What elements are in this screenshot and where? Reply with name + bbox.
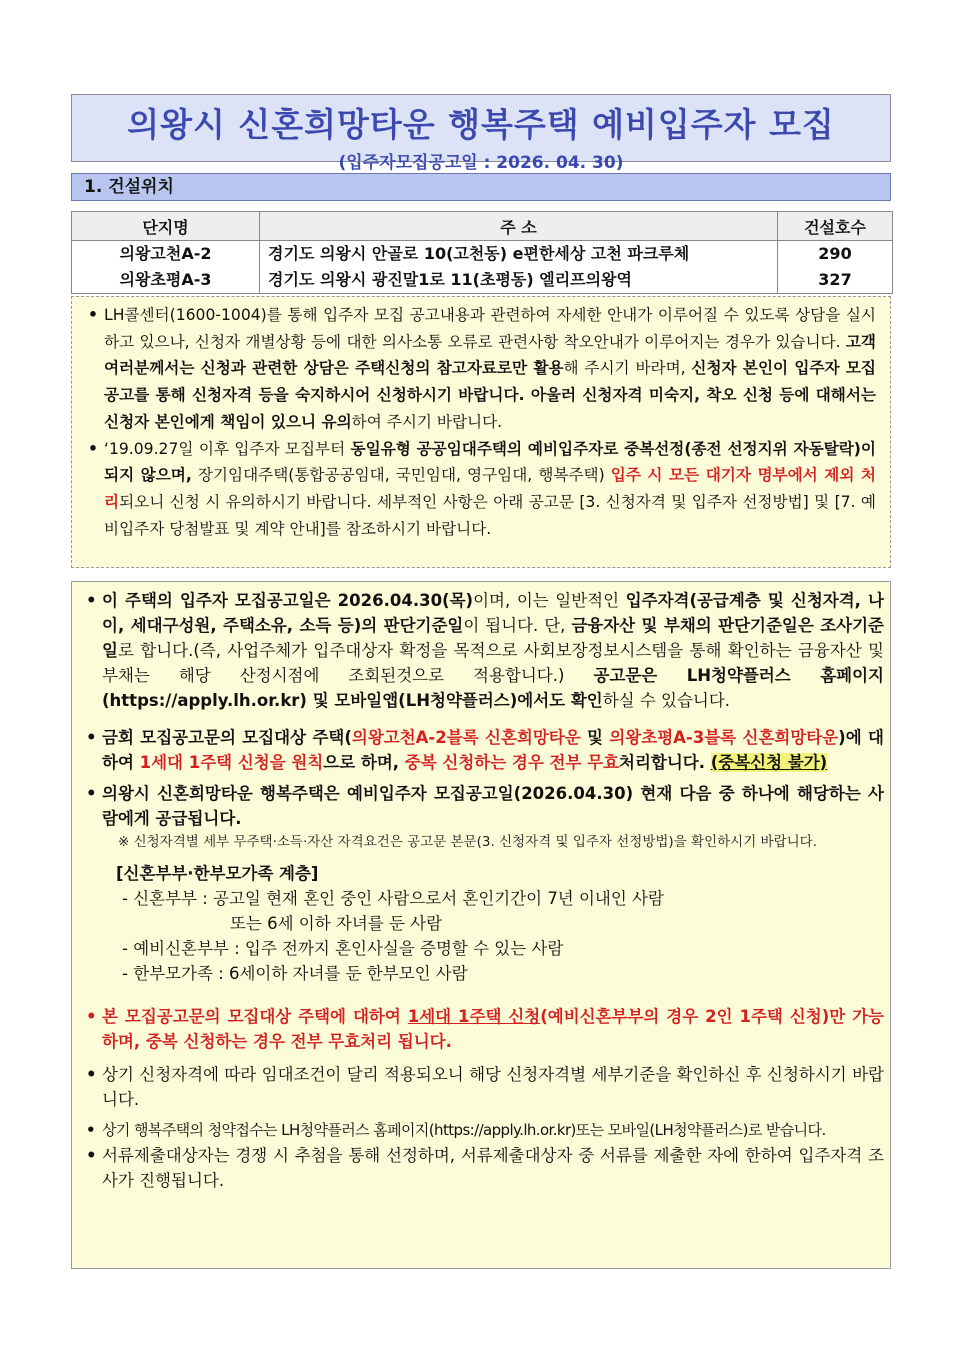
red-bold-text: 본 모집공고문의 모집대상 주택에 대하여 bbox=[102, 1007, 408, 1026]
bold-text: 신청자 본인이 입주자 모집공고를 통해 신청자격 등을 숙지하시어 신청하시기 바랍니다. 아울러 신청자격 미숙지, 착오 신청 등에 대해서는 신청자 본인에게 책임이 있으니 유의 bbox=[104, 359, 876, 431]
red-bold-text: 입주 시 모든 대기자 명부에서 제외 처리 bbox=[104, 466, 876, 511]
text-span: 장기임대주택(통합공공임대, 국민임대, 영구임대, 행복주택) bbox=[191, 466, 611, 485]
text-span: 되오니 신청 시 유의하시기 바랍니다. 세부적인 사항은 아래 공고문 [3. 신청자격 및 입주자 선정방법] 및 [7. 예비입주자 당첨발표 및 계약 안내]를 참조하시기 바랍니다. bbox=[104, 492, 876, 538]
text-span: 로 합니다.(즉, 사업주체가 입주대상자 확정을 목적으로 사회보장정보시스템을 통해 확인하는 금융자산 및 부채는 해당 산정시점에 조회된것으로 적용합니다.) bbox=[102, 641, 884, 685]
column-header: 건설호수 bbox=[778, 212, 893, 241]
bold-text: 으로 하며, bbox=[323, 753, 405, 772]
bold-text: 고객 여러분께서는 신청과 관련한 상담은 주택신청의 참고자료로만 활용 bbox=[104, 332, 876, 378]
complex-address: 경기도 의왕시 안골로 10(고천동) e편한세상 고천 파크루체 bbox=[260, 241, 778, 268]
page-title: 의왕시 신혼희망타운 행복주택 예비입주자 모집 bbox=[127, 105, 835, 144]
notice-bullet: • 상기 신청자격에 따라 임대조건이 달리 적용되오니 해당 신청자격별 세부기준을 확인하신 후 신청하시기 바랍니다. bbox=[84, 1062, 884, 1112]
table-row bbox=[72, 267, 893, 294]
text-span: ‘19.09.27일 이후 입주자 모집부터 bbox=[104, 439, 351, 458]
notice-bullet: • 의왕시 신혼희망타운 행복주택은 예비입주자 모집공고일(2026.04.30) 현재 다음 중 하나에 해당하는 사람에게 공급됩니다. bbox=[84, 781, 884, 831]
bold-text: 입주자격(공급계층 및 신청자격, 나이, 세대구성원, 주택소유, 소득 등)의 판단기준일 bbox=[102, 591, 884, 635]
table-row bbox=[72, 241, 893, 268]
text-span: 이며, 이는 일반적인 bbox=[473, 591, 626, 610]
red-bold-text: (예비신혼부부의 경우 2인 1주택 신청)만 가능하며, 중복 신청하는 경우 전부 무효처리 됩니다. bbox=[102, 1007, 884, 1051]
unit-count: 327 bbox=[778, 267, 893, 294]
notice-box-consultation bbox=[71, 296, 891, 568]
text-span: 이 됩니다. 단, bbox=[463, 616, 572, 635]
notice-box-eligibility bbox=[71, 581, 891, 1269]
group-item: 또는 6세 이하 자녀를 둔 사람 bbox=[230, 914, 443, 933]
red-bold-text: 의왕초평A-3블록 신혼희망타운 bbox=[609, 728, 839, 747]
group-title: [신혼부부·한부모가족 계층] bbox=[116, 864, 319, 883]
bold-text: )에 대하여 bbox=[102, 728, 884, 772]
notice-bullet: • 서류제출대상자는 경쟁 시 추첨을 통해 선정하며, 서류제출대상자 중 서류를 제출한 자에 한하여 입주자격 조사가 진행됩니다. bbox=[84, 1143, 884, 1193]
bold-text: 처리합니다. bbox=[619, 753, 711, 772]
group-item: - 한부모가족 : 6세이하 자녀를 둔 한부모인 사람 bbox=[122, 964, 468, 983]
complex-name: 의왕고천A-2 bbox=[72, 241, 260, 268]
bold-text: 공고문은 LH청약플러스 홈페이지(https://apply.lh.or.kr) 및 모바일앱(LH청약플러스)에서도 확인 bbox=[102, 666, 884, 710]
underlined-text: 1세대 1주택 신청 bbox=[407, 1007, 541, 1026]
text-span: 해 주시기 바라며, bbox=[563, 359, 692, 378]
bold-text: 금회 모집공고문의 모집대상 주택( bbox=[102, 728, 352, 747]
text-span: LH콜센터(1600-1004)를 통해 입주자 모집 공고내용과 관련하여 자세한 안내가 이루어질 수 있도록 상담을 실시하고 있으나, 신청자 개별상황 등에 대한 의사소통 오류로 관련사항 착오안내가 이루어지는 경우가 있습니다. bbox=[104, 306, 876, 351]
complex-name: 의왕초평A-3 bbox=[72, 267, 260, 294]
complex-address: 경기도 의왕시 광진말1로 11(초평동) 엘리프의왕역 bbox=[260, 267, 778, 294]
bold-text: 금융자산 및 부채의 판단기준일은 조사기준일 bbox=[102, 616, 884, 660]
notice-paragraph bbox=[86, 436, 876, 543]
column-header: 단지명 bbox=[72, 212, 260, 241]
column-header: 주 소 bbox=[260, 212, 778, 241]
notice-paragraph bbox=[86, 302, 876, 436]
highlighted-text: (중복신청 불가) bbox=[710, 753, 828, 772]
unit-count: 290 bbox=[778, 241, 893, 268]
text-span: 하실 수 있습니다. bbox=[602, 691, 731, 710]
reference-note: ※ 신청자격별 세부 무주택·소득·자산 자격요건은 공고문 본문(3. 신청자격 및 입주자 선정방법)을 확인하시기 바랍니다. bbox=[118, 834, 817, 850]
location-table bbox=[71, 211, 893, 294]
group-item: - 예비신혼부부 : 입주 전까지 혼인사실을 증명할 수 있는 사람 bbox=[122, 939, 564, 958]
title-box bbox=[71, 94, 891, 173]
section-heading: 1. 건설위치 bbox=[71, 173, 891, 201]
bold-text: 이 주택의 입주자 모집공고일은 2026.04.30(목) bbox=[102, 591, 474, 610]
text-span: 하여 주시기 바랍니다. bbox=[351, 412, 503, 431]
red-bold-text: 의왕고천A-2블록 신혼희망타운 bbox=[351, 728, 581, 747]
notice-bullet bbox=[84, 588, 884, 713]
table-header-row bbox=[72, 212, 893, 241]
notice-bullet: • 상기 행복주택의 청약접수는 LH청약플러스 홈페이지(https://apply.lh.or.kr)또는 모바일(LH청약플러스)로 받습니다. bbox=[84, 1118, 884, 1143]
page-subtitle: (입주자모집공고일 : 2026. 04. 30) bbox=[338, 153, 624, 173]
notice-bullet bbox=[84, 1004, 884, 1054]
notice-bullet bbox=[84, 725, 884, 775]
red-bold-text: 중복 신청하는 경우 전부 무효 bbox=[404, 753, 620, 772]
bold-text: 및 bbox=[580, 728, 610, 747]
bold-text: 동일유형 공공임대주택의 예비입주자로 중복선정(종전 선정지위 자동탈락)이 되지 않으며, bbox=[104, 439, 876, 485]
red-bold-text: 1세대 1주택 신청을 원칙 bbox=[139, 753, 324, 772]
group-item: - 신혼부부 : 공고일 현재 혼인 중인 사람으로서 혼인기간이 7년 이내인 사람 bbox=[122, 889, 664, 908]
